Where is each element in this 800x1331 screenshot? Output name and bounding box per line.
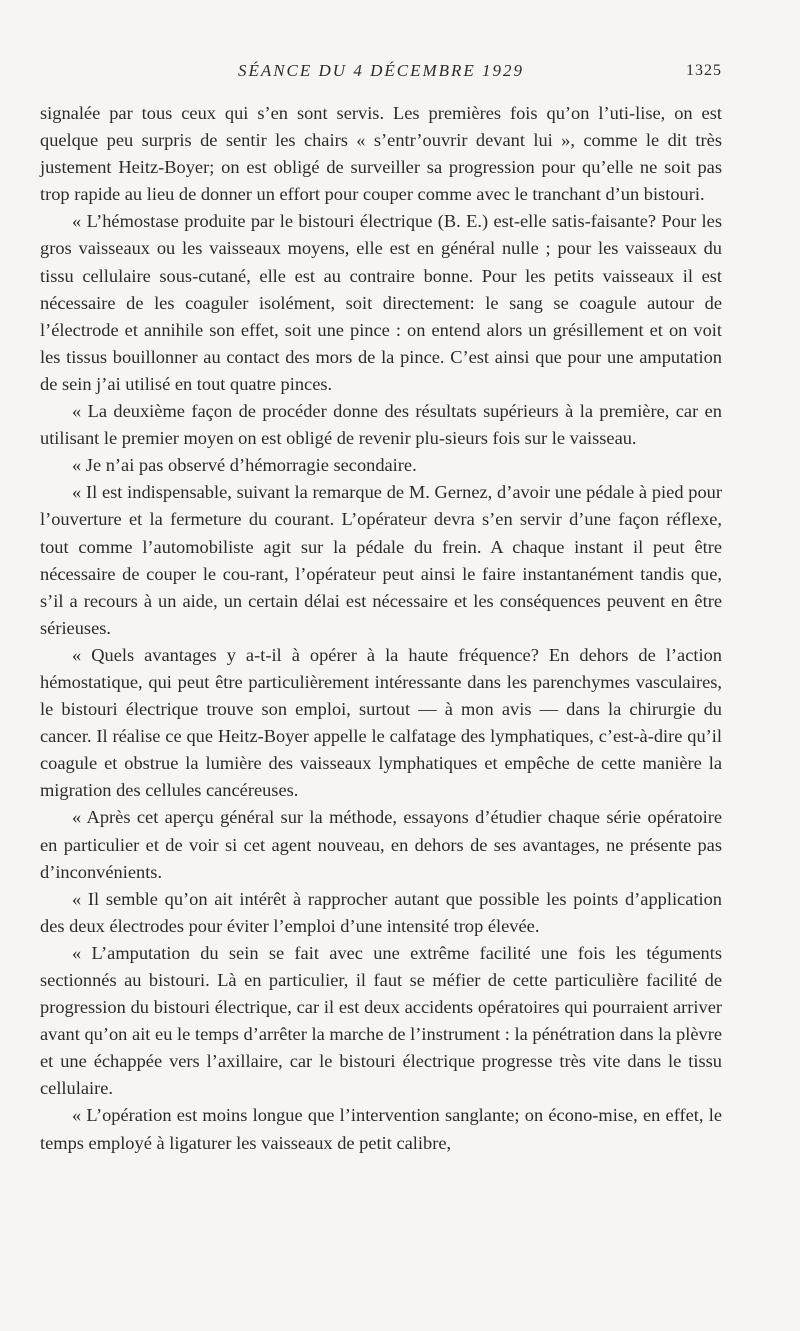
- paragraph-pedale: « Il est indispensable, suivant la remarque de M. Gernez, d’avoir une pédale à pied pour l’ouverture et la fermeture du courant. L’opérateur devra s’en servir d’une façon réflexe, tout comme l’automobiliste agit sur la pédale du frein. A chaque instant il peut être nécessaire de couper le cou-rant, l’opérateur peut ainsi le faire instantanément tandis que, s’il a recours à un aide, un certain délai est nécessaire et les conséquences peuvent en être sérieuses.: [40, 482, 722, 638]
- body-text: [40, 100, 722, 1157]
- paragraph-hemostase: « L’hémostase produite par le bistouri électrique (B. E.) est-elle satis-faisante? Pour les gros vaisseaux ou les vaisseaux moyens, elle est en général nulle ; pour les vaisseaux du tissu cellulaire sous-cutané, elle est au contraire bonne. Pour les petits vaisseaux il est nécessaire de les coaguler isolément, soit directement: le sang se coagule autour de l’électrode et annihile son effet, soit une pince : on entend alors un grésillement et on voit les tissus bouillonner au contact des mors de la pince. C’est ainsi que pour une amputation de sein j’ai utilisé en tout quatre pinces.: [40, 211, 722, 394]
- paragraph-electrodes: « Il semble qu’on ait intérêt à rapprocher autant que possible les points d’application des deux électrodes pour éviter l’emploi d’une intensité trop élevée.: [40, 888, 722, 936]
- paragraph-apercu: « Après cet aperçu général sur la méthode, essayons d’étudier chaque série opératoire en particulier et de voir si cet agent nouveau, en dehors de ses avantages, ne présente pas d’inconvénients.: [40, 807, 722, 882]
- paragraph-operation: « L’opération est moins longue que l’intervention sanglante; on écono-mise, en effet, le temps employé à ligaturer les vaisseaux de petit calibre,: [40, 1105, 722, 1153]
- paragraph-deuxieme-facon: « La deuxième façon de procéder donne des résultats supérieurs à la première, car en utilisant le premier moyen on est obligé de revenir plu-sieurs fois sur le vaisseau.: [40, 401, 722, 449]
- page-number: 1325: [686, 62, 722, 79]
- paragraph-hemorragie: « Je n’ai pas observé d’hémorragie secondaire.: [72, 455, 417, 476]
- paragraph-amputation: « L’amputation du sein se fait avec une extrême facilité une fois les téguments sectionnés au bistouri. Là en particulier, il faut se méfier de cette particulière facilité de progression du bistouri électrique, car il est deux accidents opératoires qui pourraient arriver avant qu’on ait eu le temps d’arrêter la marche de l’instrument : la pénétration dans la plèvre et une échappée vers l’axillaire, car le bistouri électrique progresse très vite dans le tissu cellulaire.: [40, 942, 722, 1099]
- paragraph-avantages: « Quels avantages y a-t-il à opérer à la haute fréquence? En dehors de l’action hémostatique, qui peut être particulièrement intéressante dans les parenchymes vasculaires, le bistouri électrique trouve son emploi, surtout — à mon avis — dans la chirurgie du cancer. Il réalise ce que Heitz-Boyer appelle le calfatage des lymphatiques, c’est-à-dire qu’il coagule et obstrue la lumière des vaisseaux lymphatiques et empêche de cette manière la migration des cellules cancéreuses.: [40, 644, 722, 801]
- paragraph-continuation: signalée par tous ceux qui s’en sont servis. Les premières fois qu’on l’uti-lise, on est quelque peu surpris de sentir les chairs « s’entr’ouvrir devant lui », comme le dit très justement Heitz-Boyer; on est obligé de surveiller sa progression pour qu’elle ne soit pas trop rapide au lieu de donner un effort pour couper comme avec le tranchant d’un bistouri.: [40, 103, 722, 205]
- running-head: [40, 58, 722, 84]
- running-title: SÉANCE DU 4 DÉCEMBRE 1929: [237, 61, 525, 80]
